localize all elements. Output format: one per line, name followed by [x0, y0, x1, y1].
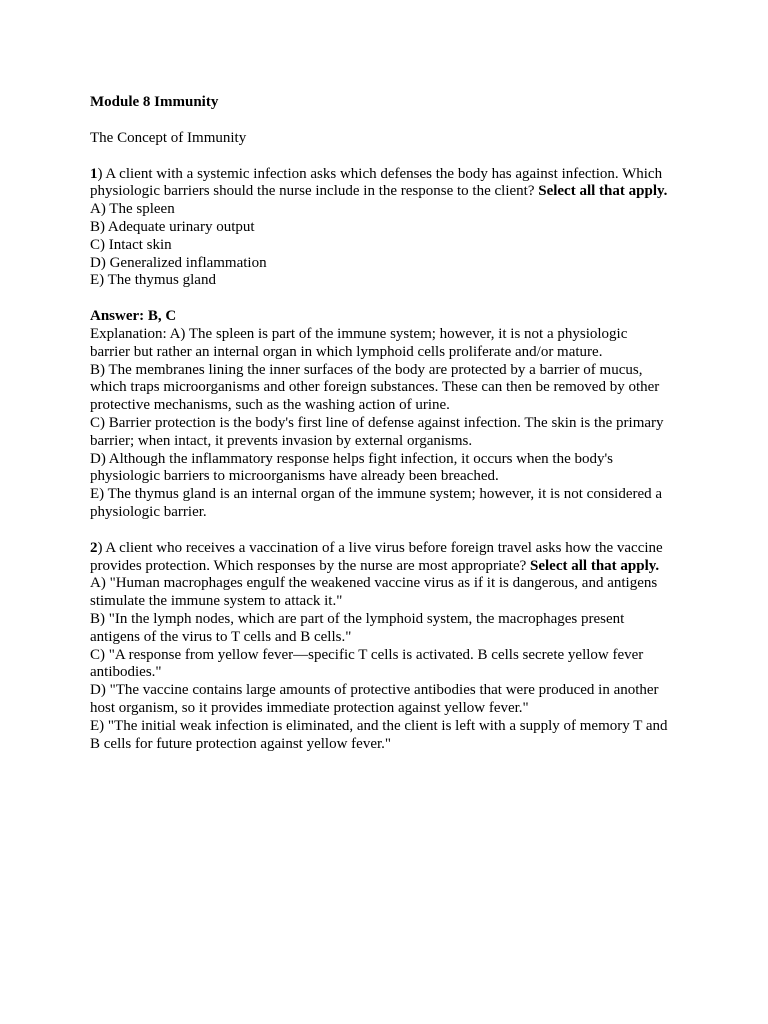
- explanation-line: Explanation: A) The spleen is part of the immune system; however, it is not a physiologic: [90, 325, 628, 342]
- explanation-line: physiologic barrier.: [90, 503, 207, 520]
- question-2-option-line: B cells for future protection against yellow fever.": [90, 735, 392, 752]
- question-2-option-line: stimulate the immune system to attack it.": [90, 593, 343, 610]
- section-title: The Concept of Immunity: [90, 129, 247, 146]
- question-1-select-all: Select all that apply.: [538, 183, 668, 200]
- question-2-option-line: antigens of the virus to T cells and B cells.": [90, 628, 352, 645]
- explanation-line: C) Barrier protection is the body's first line of defense against infection. The skin is the primary: [90, 414, 664, 431]
- question-1-answer: Answer: B, C: [90, 308, 177, 325]
- question-1-stem-line-2: physiologic barriers should the nurse include in the response to the client? Select all that apply.: [90, 183, 668, 200]
- question-2-select-all: Select all that apply.: [530, 557, 660, 574]
- question-1-option-a: A) The spleen: [90, 201, 175, 218]
- explanation-line: D) Although the inflammatory response helps fight infection, it occurs when the body's: [90, 450, 614, 467]
- question-2-option-line: host organism, so it provides immediate protection against yellow fever.": [90, 699, 529, 716]
- question-2-option-line: antibodies.": [90, 664, 162, 681]
- explanation-line: physiologic barriers to microorganisms have already been breached.: [90, 468, 499, 485]
- module-title: Module 8 Immunity: [90, 94, 219, 110]
- explanation-line: barrier but rather an internal organ in which lymphoid cells proliferate and/or mature.: [90, 343, 603, 360]
- question-1-option-d: D) Generalized inflammation: [90, 254, 267, 271]
- question-1: [90, 166, 690, 291]
- question-2-number: 2: [90, 539, 98, 556]
- question-1-stem-line-1: 1) A client with a systemic infection asks which defenses the body has against infection. Which: [90, 165, 663, 182]
- question-2-stem-line-1: 2) A client who receives a vaccination of a live virus before foreign travel asks how the vaccine: [90, 539, 663, 556]
- explanation-line: barrier; when intact, it prevents invasion by external organisms.: [90, 432, 473, 449]
- question-2: [90, 540, 690, 754]
- explanation-line: B) The membranes lining the inner surfaces of the body are protected by a barrier of mucus,: [90, 361, 643, 378]
- explanation-line: E) The thymus gland is an internal organ of the immune system; however, it is not considered a: [90, 486, 663, 503]
- question-1-answer-block: [90, 308, 690, 522]
- question-2-option-line: E) "The initial weak infection is eliminated, and the client is left with a supply of memory T and: [90, 717, 668, 734]
- explanation-line: which traps microorganisms and other foreign substances. These can then be removed by other: [90, 379, 660, 396]
- document-page: [90, 94, 690, 753]
- question-2-option-line: A) "Human macrophages engulf the weakened vaccine virus as if it is dangerous, and antigens: [90, 575, 658, 592]
- question-2-option-line: B) "In the lymph nodes, which are part of the lymphoid system, the macrophages present: [90, 610, 625, 627]
- question-1-option-c: C) Intact skin: [90, 236, 172, 253]
- question-2-option-line: D) "The vaccine contains large amounts of protective antibodies that were produced in another: [90, 682, 659, 699]
- question-1-option-b: B) Adequate urinary output: [90, 218, 255, 235]
- question-1-option-e: E) The thymus gland: [90, 272, 216, 289]
- question-2-option-line: C) "A response from yellow fever—specific T cells is activated. B cells secrete yellow fever: [90, 646, 644, 663]
- question-2-stem-line-2: provides protection. Which responses by the nurse are most appropriate? Select all that apply.: [90, 557, 660, 574]
- explanation-line: protective mechanisms, such as the washing action of urine.: [90, 397, 450, 414]
- question-1-number: 1: [90, 165, 98, 182]
